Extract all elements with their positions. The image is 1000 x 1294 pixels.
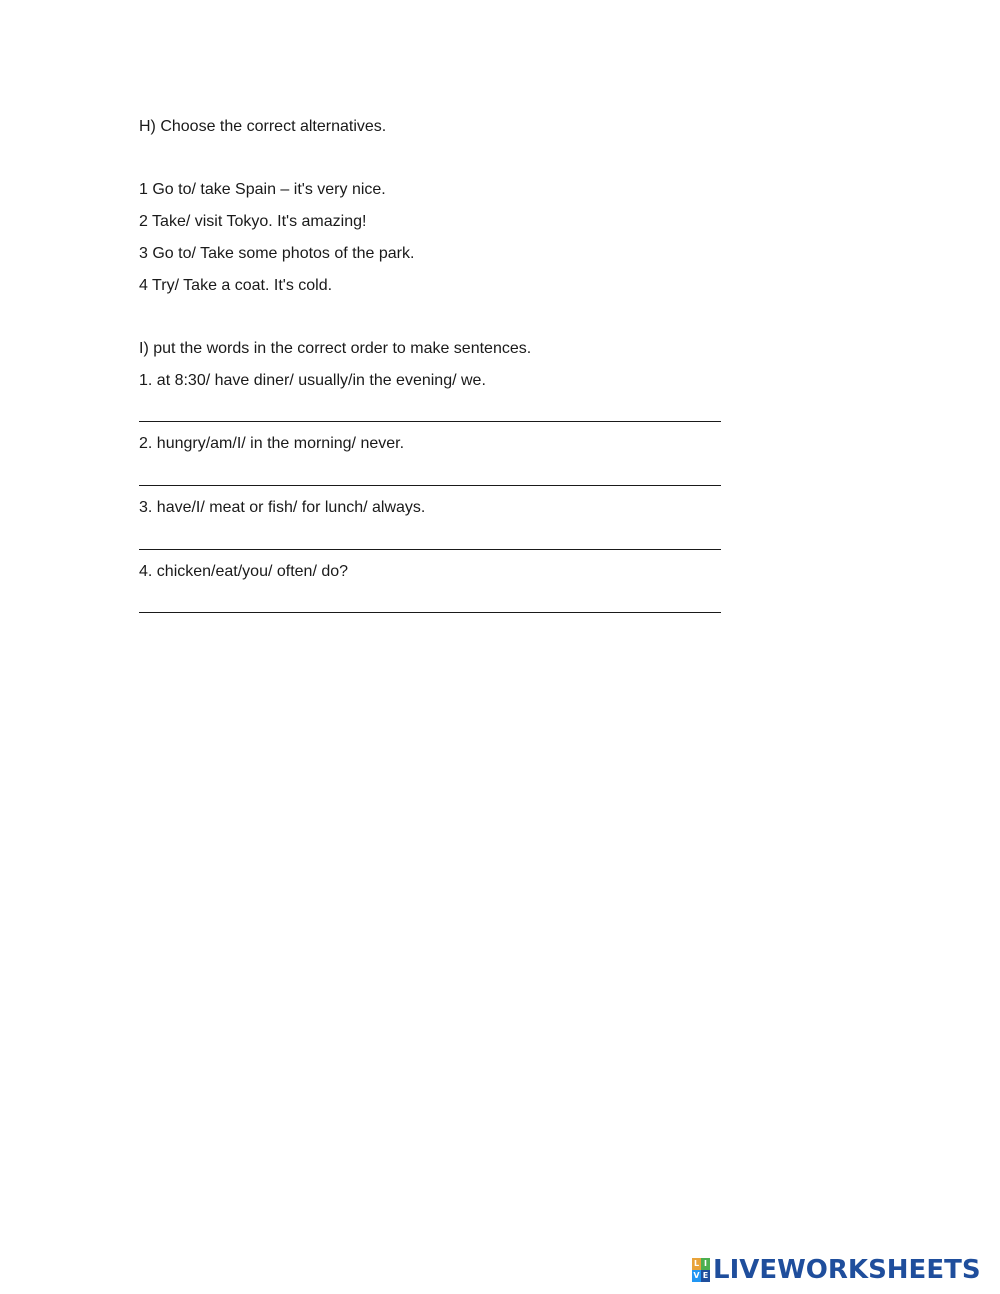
liveworksheets-logo — [692, 1256, 981, 1284]
mark-letter-v: V — [693, 1271, 700, 1280]
liveworksheets-mark-icon — [692, 1258, 710, 1282]
section-h-item-4: 4 Try/ Take a coat. It's cold. — [139, 277, 333, 294]
section-i-heading: I) put the words in the correct order to make sentences. — [139, 340, 532, 357]
section-h-heading: H) Choose the correct alternatives. — [139, 118, 387, 135]
answer-line-1[interactable] — [139, 421, 721, 422]
answer-line-3[interactable] — [139, 549, 721, 550]
answer-line-2[interactable] — [139, 485, 721, 486]
section-h-item-1: 1 Go to/ take Spain – it's very nice. — [139, 181, 386, 198]
mark-letter-l: L — [693, 1259, 700, 1268]
section-i-item-2: 2. hungry/am/I/ in the morning/ never. — [139, 435, 405, 452]
mark-letter-e: E — [702, 1271, 709, 1280]
answer-line-4[interactable] — [139, 612, 721, 613]
section-h-item-3: 3 Go to/ Take some photos of the park. — [139, 245, 415, 262]
logo-text: LIVEWORKSHEETS — [713, 1255, 981, 1285]
section-i-item-1: 1. at 8:30/ have diner/ usually/in the evening/ we. — [139, 372, 486, 389]
section-h-item-2: 2 Take/ visit Tokyo. It's amazing! — [139, 213, 367, 230]
section-i-item-4: 4. chicken/eat/you/ often/ do? — [139, 563, 349, 580]
mark-letter-i: I — [701, 1258, 710, 1270]
section-i-item-3: 3. have/I/ meat or fish/ for lunch/ always. — [139, 499, 426, 516]
